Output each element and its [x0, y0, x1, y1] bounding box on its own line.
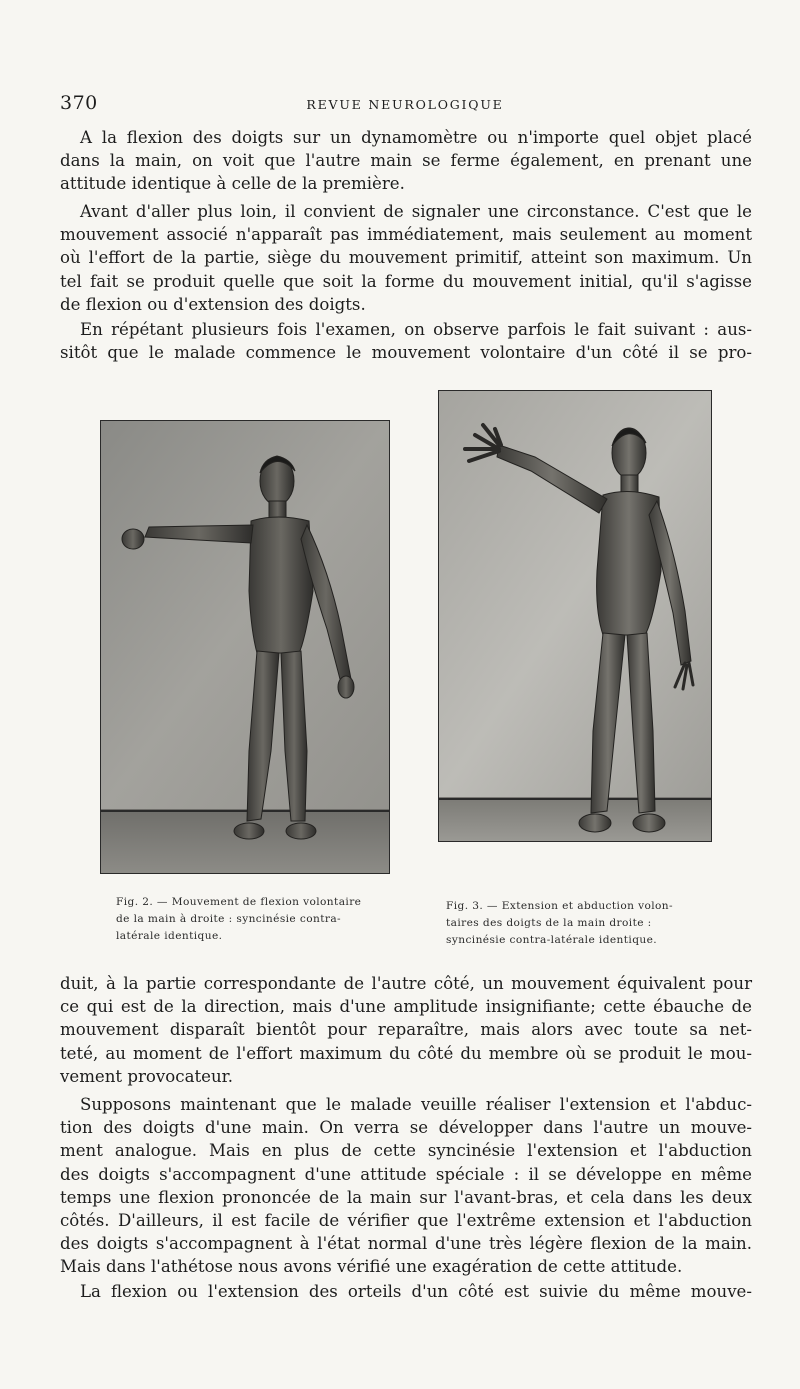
paragraph: [60, 318, 752, 364]
text-line: tion des doigts d'une main. On verra se développer dans l'autre un mouve-: [60, 1118, 752, 1138]
text-line: teté, au moment de l'effort maximum du côté du membre où se produit le mou-: [60, 1043, 752, 1063]
caption-line: Fig. 3. — Extension et abduction volon-: [446, 900, 674, 912]
paragraph: [60, 1280, 752, 1303]
text-line: duit, à la partie correspondante de l'autre côté, un mouvement équivalent pour: [60, 974, 752, 993]
text-line: mouvement disparaît bientôt pour reparaître, mais alors avec toute sa net-: [60, 1020, 752, 1040]
text-line: La flexion ou l'extension des orteils d'un côté est suivie du même mouve-: [80, 1282, 752, 1301]
caption-line: taires des doigts de la main droite :: [446, 917, 652, 929]
caption-line: de la main à droite : syncinésie contra-: [116, 913, 342, 925]
figure-2-caption: [116, 894, 398, 945]
figure-3-photograph: [438, 390, 712, 842]
text-line: En répétant plusieurs fois l'examen, on observe parfois le fait suivant : aus-: [80, 320, 752, 339]
text-line: ment analogue. Mais en plus de cette syncinésie l'extension et l'abduction: [60, 1141, 752, 1161]
text-line: Avant d'aller plus loin, il convient de signaler une circonstance. C'est que le: [80, 202, 752, 221]
text-line: de flexion ou d'extension des doigts.: [60, 294, 366, 314]
text-line: où l'effort de la partie, siège du mouvement primitif, atteint son maximum. Un: [60, 248, 752, 268]
text-line: dans la main, on voit que l'autre main se ferme également, en prenant une: [60, 151, 752, 171]
figure-2-image: [101, 421, 389, 873]
caption-line: syncinésie contra-latérale identique.: [446, 934, 658, 946]
paragraph: [60, 972, 752, 1088]
text-line: sitôt que le malade commence le mouvement volontaire d'un côté il se pro-: [60, 343, 752, 363]
paragraph: [60, 200, 752, 316]
figure-2-photograph: [100, 420, 390, 874]
text-line: des doigts s'accompagnent à l'état normal d'une très légère flexion de la main.: [60, 1234, 752, 1254]
paragraph: [60, 1093, 752, 1279]
text-line: A la flexion des doigts sur un dynamomètre ou n'importe quel objet placé: [80, 128, 752, 147]
text-line: ce qui est de la direction, mais d'une amplitude insignifiante; cette ébauche de: [60, 997, 752, 1017]
text-line: mouvement associé n'apparaît pas immédiatement, mais seulement au moment: [60, 225, 752, 245]
text-line: temps une flexion prononcée de la main sur l'avant-bras, et cela dans les deux: [60, 1187, 752, 1207]
paragraph: [60, 126, 752, 196]
text-line: côtés. D'ailleurs, il est facile de vérifier que l'extrême extension et l'abduction: [60, 1211, 752, 1231]
text-line: Supposons maintenant que le malade veuille réaliser l'extension et l'abduc-: [80, 1095, 752, 1114]
text-line: vement provocateur.: [60, 1066, 234, 1086]
figure-3-caption: [446, 898, 716, 949]
page-number: 370: [60, 92, 98, 114]
caption-line: Fig. 2. — Mouvement de flexion volontaire: [116, 896, 362, 908]
text-line: attitude identique à celle de la première.: [60, 174, 405, 194]
text-line: tel fait se produit quelle que soit la forme du mouvement initial, qu'il s'agisse: [60, 271, 752, 291]
running-title: REVUE NEUROLOGIQUE: [306, 97, 504, 112]
caption-line: latérale identique.: [116, 930, 223, 942]
figure-3-image: [439, 391, 711, 841]
text-line: des doigts s'accompagnent d'une attitude spéciale : il se développe en même: [60, 1164, 752, 1184]
text-line: Mais dans l'athétose nous avons vérifié une exagération de cette attitude.: [60, 1257, 683, 1277]
page-header: [60, 92, 750, 116]
